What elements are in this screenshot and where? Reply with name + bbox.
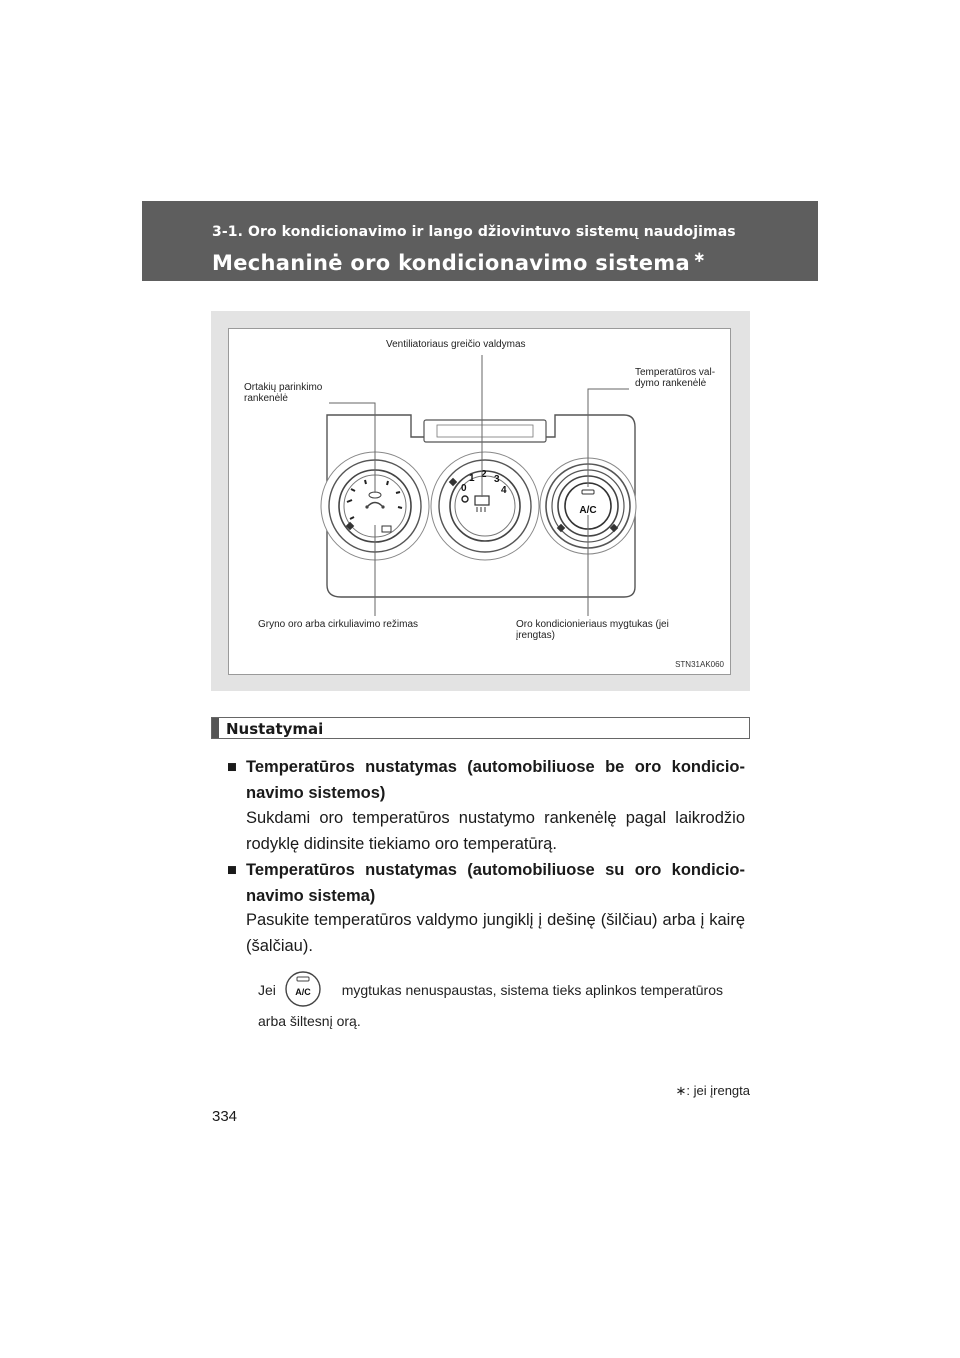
ac-button-label: A/C xyxy=(579,505,597,516)
fan-mark-2: 2 xyxy=(481,469,487,480)
callout-ac-button-line2: įrengtas) xyxy=(516,630,555,641)
asterisk-icon: ∗ xyxy=(675,1083,687,1098)
callout-temperature-line1: Temperatūros val- xyxy=(635,367,716,378)
fan-mark-0: 0 xyxy=(461,483,467,494)
asterisk-icon: ∗ xyxy=(692,248,706,266)
settings-item-heading-text: Temperatūros nustatymas (automobiliuose su oro kondicio-navimo sistema) xyxy=(246,861,745,905)
settings-item-heading xyxy=(227,857,745,909)
note-ac-label: A/C xyxy=(295,987,311,997)
note-prefix: Jei xyxy=(258,982,276,998)
settings-heading xyxy=(211,717,750,739)
callout-ac-button-line1: Oro kondicionieriaus mygtukas (jei xyxy=(516,619,669,630)
note-line-2: arba šiltesnį orą. xyxy=(258,1013,361,1029)
settings-label: Nustatymai xyxy=(226,720,324,738)
fan-mark-4: 4 xyxy=(501,485,507,496)
fan-mark-1: 1 xyxy=(469,473,475,484)
bullet-square-icon: ■ xyxy=(227,758,237,776)
figure-panel xyxy=(211,311,750,691)
heading-accent xyxy=(212,718,219,738)
callout-fan-speed: Ventiliatoriaus greičio valdymas xyxy=(386,339,526,350)
note-line-1 xyxy=(258,981,748,999)
chapter-header xyxy=(142,201,818,281)
note-suffix-line1: mygtukas nenuspaustas, sistema tieks aplinkos temperatūros xyxy=(341,982,723,998)
bullet-square-icon: ■ xyxy=(227,861,237,879)
page-number: 334 xyxy=(212,1108,238,1125)
callout-duct-mode-line1: Ortakių parinkimo xyxy=(244,382,323,393)
footnote xyxy=(676,1083,751,1099)
ac-button-icon xyxy=(284,970,322,1008)
display-window xyxy=(437,425,533,437)
settings-item-heading xyxy=(227,754,745,806)
settings-item-body: Pasukite temperatūros valdymo jungiklį į dešinę (šilčiau) arba į kairę (šalčiau). xyxy=(246,911,745,955)
callout-recirculation: Gryno oro arba cirkuliavimo režimas xyxy=(258,619,419,630)
page-title xyxy=(212,248,706,275)
callout-ac-button xyxy=(516,619,669,641)
section-title: 3-1. Oro kondicionavimo ir lango džiovintuvo sistemų naudojimas xyxy=(212,224,736,240)
footnote-text: : jei įrengta xyxy=(686,1083,750,1098)
callout-duct-mode-line2: rankenėlė xyxy=(244,393,288,404)
figure-code: STN31AK060 xyxy=(675,660,724,669)
fan-mark-3: 3 xyxy=(494,474,500,485)
callout-temperature xyxy=(635,367,715,389)
figure-frame xyxy=(228,328,731,675)
settings-item-body: Sukdami oro temperatūros nustatymo rankenėlę pagal laikrodžio rodyklę didinsite tiekiamo oro temperatūrą. xyxy=(246,809,745,853)
page-title-text: Mechaninė oro kondicionavimo sistema xyxy=(212,251,690,275)
settings-item-heading-text: Temperatūros nustatymas (automobiliuose be oro kondicio-navimo sistemos) xyxy=(246,758,745,802)
callout-duct-mode xyxy=(244,382,322,404)
callout-temperature-line2: dymo rankenėlė xyxy=(635,378,707,389)
